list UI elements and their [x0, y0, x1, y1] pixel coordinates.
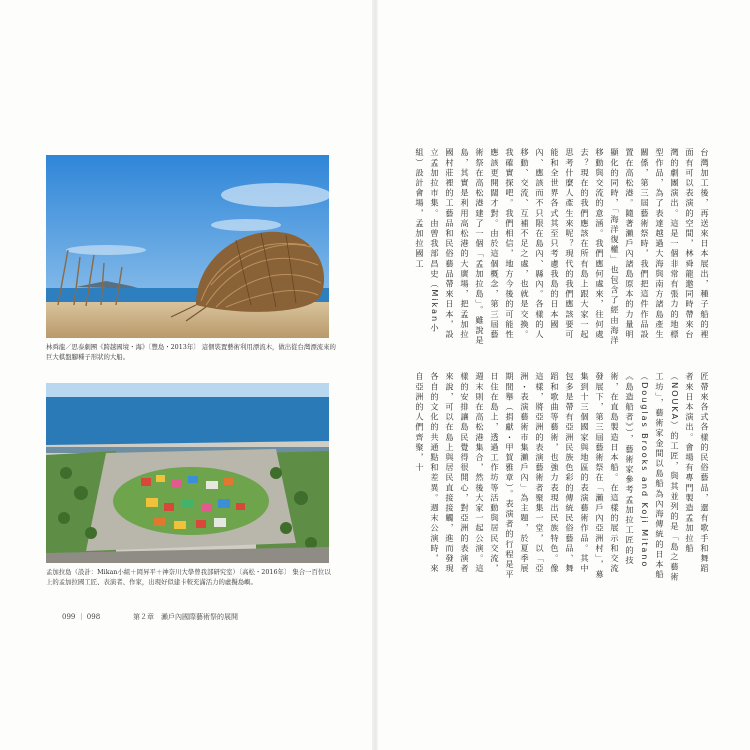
book-gutter — [372, 0, 378, 750]
photo1-caption: 林舜龍／思泰劇團《跨越國境・海》〔豐島・2013年〕 這個裝置藝術利用漂流木，做出從台灣漂流來的巨大棋盤腳種子形狀的大船。 — [46, 343, 336, 361]
page-numbers: 099 ｜ 098 — [62, 613, 101, 621]
aerial-plaza-illustration — [46, 383, 329, 563]
body-text-bottom: 匠帶來各式各樣的民俗藝品，還有歌手和舞蹈者來日本演出。會場有專門製造孟加拉船（NOUKA）的工匠，與其並列的是「島之藝術工坊」，藝術家金間以島船為內海傳統的日本船（Douglas Brooks and Koji Mitano《島造船者》），藝術家參考孟加拉工匠的技術，在直島製造日本船。在這樣的展示和交流發展下，第三屆藝術祭在「瀨戶內亞洲村」，募集到十三個國家與地區的表演藝術作品。其中包多是帶有亞洲民族色彩的傳統民俗藝品、舞蹈和歌曲等藝術，也強力表現出民族特色。像這樣，將亞洲的表演藝術者聚集一堂，以「亞洲・表演藝術市集瀨戶內」為主題，於夏季展期間舉（捐獻・甲賀雅章）。表演者的行程是平日住在島上，透過工作坊等活動與居民交流，週末則在高松港集合，然後大家一起公演。這樣的安排讓島民覺得很開心，對亞洲的表演者來說，可以在島上與居民直接接觸，進而發現各自的文化的共通點和差異。週末公演時，來自亞洲的人們齊聚，十 — [415, 372, 710, 583]
beach-sculpture-illustration — [46, 155, 329, 338]
photo2-caption: 孟加拉島（設計：Mikan小組＋岡昇平＋神奈川大學曾我部研究室）〔高松・2016年〕 集合一百位以上的孟加拉國工匠、表演者、作家，出現好似建卡較充滿活力的虛擬島嶼。 — [46, 568, 331, 586]
body-text-top: 台灣加工後，再送來日本展出，種子船的裡面有可以表演的空間，林舜龍邀同時帶來台灣的劇團演出。這是一個非常有張力的地標型作品，為了表達越過大海與南方諸島產生關係，第三屆藝術祭時，我們把這件作品設置在高松港。隨著瀨戶內諸島原本的力量明顯化的同時，「海洋復權」也包含了經由海洋移動與交流的意涵。我們應何處來，往何處去？現在的我們應該在所有島上跟大家一起思考什麼人產生來呢？現代的我們應該要可能和全世界各式其至只考慮我島的日本國內、應該而不只限在島內、縣內。各樣的人移動、交流、互補不足之處，也就是交換。我確實探吧。我們相信，地方今後的可能性應該更開闊才對。由於這個概念，第三屆藝術祭在高松港建了一個「孟加拉島」。雖說是島，其實是利用高松港的大廣場，把孟加拉國村莊裡的工藝品和民俗藝品帶來日本，設立孟加拉市集。由曾我部昌史（Mikan小組）設計會場，孟加拉國工 — [415, 148, 710, 346]
photo-wooden-boat-sculpture — [46, 155, 329, 338]
chapter-running-head: 第２章 瀨戶內國際藝術祭的展開 — [133, 613, 238, 621]
photo-bangladesh-island-plaza — [46, 383, 329, 563]
